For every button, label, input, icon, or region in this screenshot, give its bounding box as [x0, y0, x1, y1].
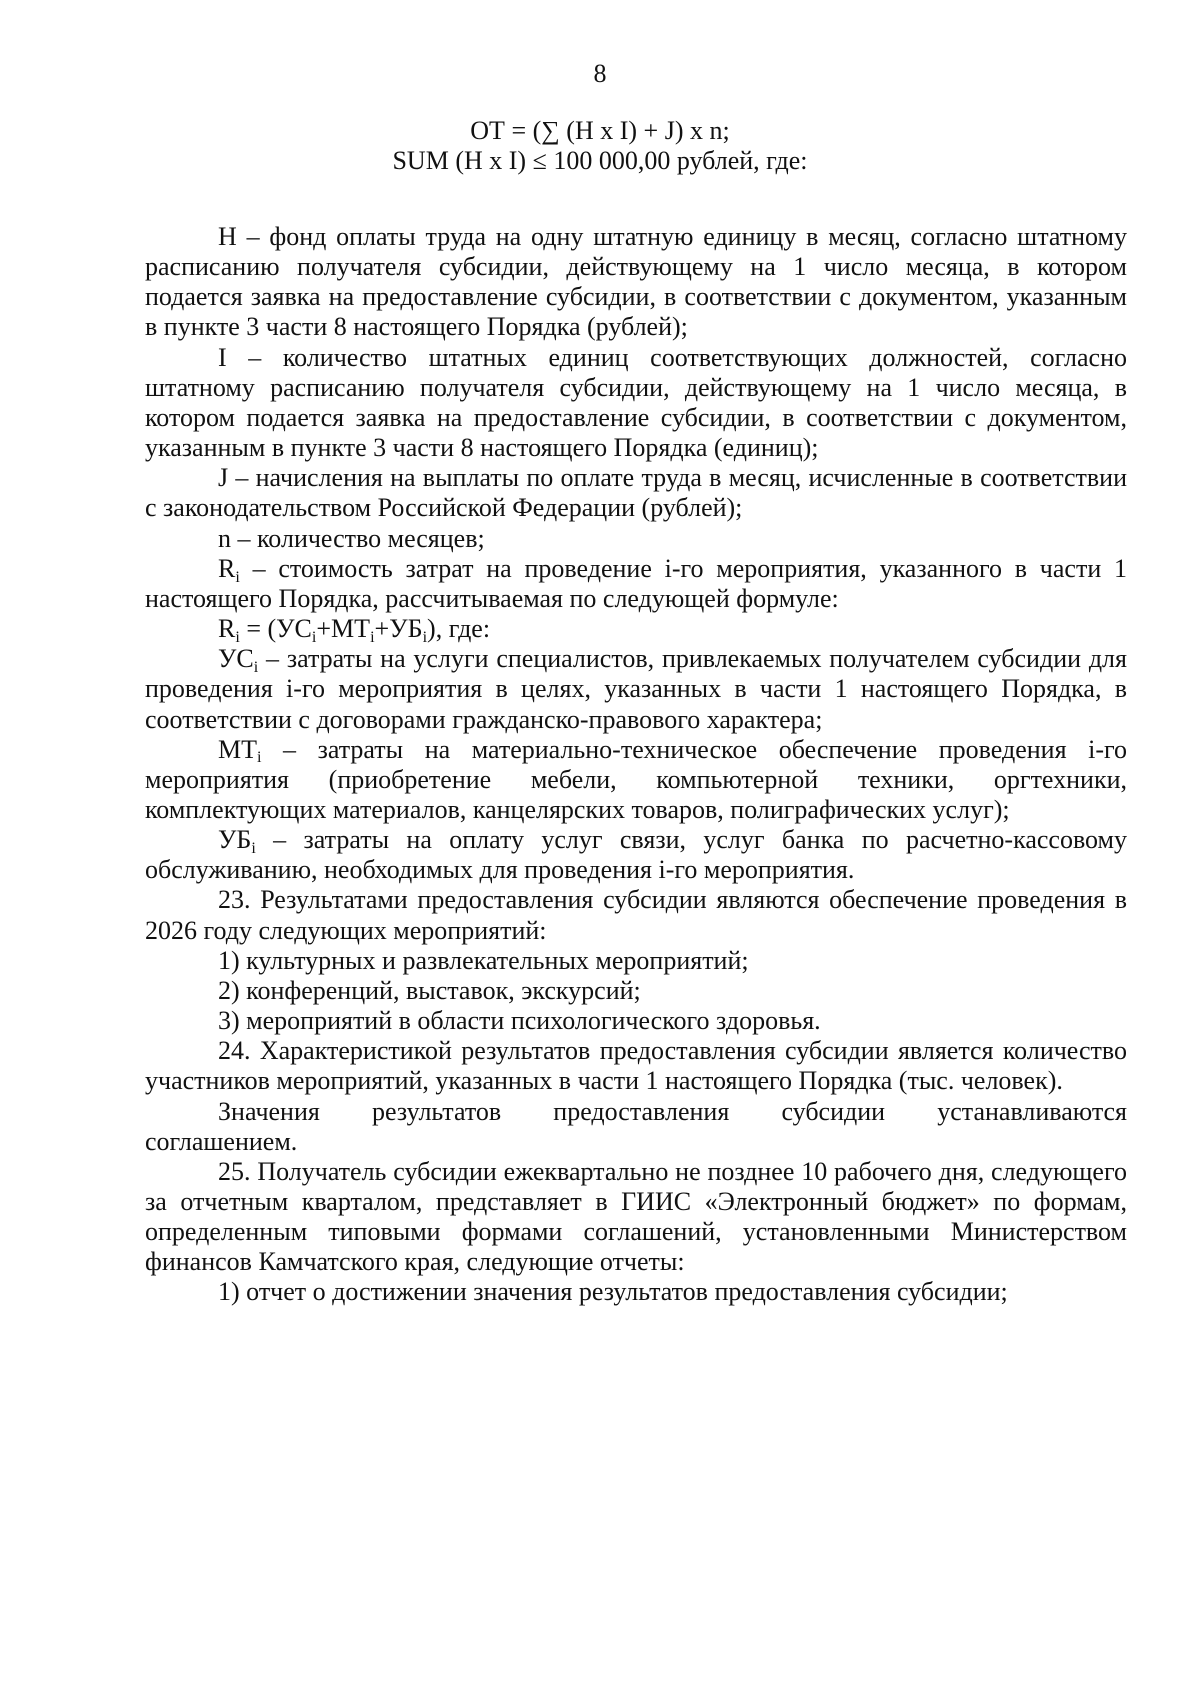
definition-n: n – количество месяцев;: [218, 523, 485, 553]
page-number: 8: [593, 59, 607, 88]
ri-mt: +МТ: [316, 614, 371, 644]
mt-symbol: МТ: [218, 734, 257, 764]
section-23-item: 2) конференций, выставок, экскурсий;: [218, 975, 641, 1005]
definition-j: J – начисления на выплаты по оплате труда в месяц, исчисленные в соответствии с законодательством Российской Федерации (рублей);: [145, 463, 1127, 523]
ub-subscript: i: [251, 839, 256, 857]
section-24: 24. Характеристикой результатов предоставления субсидии является количество участников мероприятий, указанных в части 1 настоящего Порядка (тыс. человек).: [145, 1036, 1127, 1096]
us-symbol: УС: [218, 644, 254, 674]
ri-us: = (УС: [239, 614, 312, 644]
r-description: – стоимость затрат на проведение i-го мероприятия, указанного в части 1 настоящего Порядка, рассчитываемая по следующей формуле:: [145, 553, 1127, 613]
ri-r: R: [218, 614, 236, 644]
formula-sum-limit: SUM (H х I) ≤ 100 000,00 рублей, где:: [392, 146, 808, 175]
section-23-item: 3) мероприятий в области психологического здоровья.: [218, 1006, 821, 1036]
mt-description: – затраты на материально-техническое обеспечение проведения i-го мероприятия (приобретение мебели, компьютерной техники, оргтехники, комплектующих материалов, канцелярских товаров, полиграфических услуг);: [145, 734, 1127, 824]
section-24-values: Значения результатов предоставления субсидии устанавливаются: [218, 1096, 1127, 1126]
section-23-item: 1) культурных и развлекательных мероприятий;: [218, 945, 749, 975]
definition-r: [145, 554, 1127, 614]
section-25: 25. Получатель субсидии ежеквартально не позднее 10 рабочего дня, следующего за отчетным кварталом, представляет в ГИИС «Электронный бюджет» по формам, определенным типовыми формами соглашений, установленными Министерством финансов Камчатского края, следующие отчеты:: [145, 1156, 1127, 1277]
section-25-item: 1) отчет о достижении значения результатов предоставления субсидии;: [218, 1277, 1008, 1307]
definition-h: H – фонд оплаты труда на одну штатную единицу в месяц, согласно штатному расписанию получателя субсидии, действующему на 1 число месяца, в котором подается заявка на предоставление субсидии, в соответствии с документом, указанным в пункте 3 части 8 настоящего Порядка (рублей);: [145, 222, 1127, 342]
ri-tail: ), где:: [427, 614, 491, 644]
ub-symbol: УБ: [218, 825, 252, 855]
section-24-values-cont: соглашением.: [145, 1126, 298, 1156]
definition-ub: [145, 825, 1127, 885]
section-23: 23. Результатами предоставления субсидии являются обеспечение проведения в 2026 году следующих мероприятий:: [145, 885, 1127, 945]
ub-description: – затраты на оплату услуг связи, услуг банка по расчетно-кассовому обслуживанию, необходимых для проведения i-го мероприятия.: [145, 825, 1127, 885]
formula-ot: ОТ = (∑ (H х I) + J) х n;: [470, 116, 730, 145]
ri-sub: i: [235, 628, 240, 646]
r-symbol: R: [218, 553, 236, 583]
definition-i: I – количество штатных единиц соответствующих должностей, согласно штатному расписанию получателя субсидии, действующему на 1 число месяца, в котором подается заявка на предоставление субсидии, в соответствии с документом, указанным в пункте 3 части 8 настоящего Порядка (единиц);: [145, 342, 1127, 463]
ri-mt-sub: i: [370, 628, 375, 646]
r-subscript: i: [235, 568, 240, 586]
ri-ub: +УБ: [374, 614, 423, 644]
document-body: [145, 222, 1127, 1308]
definition-mt: [145, 735, 1127, 825]
mt-subscript: i: [257, 749, 262, 767]
definition-us: [145, 644, 1127, 734]
ri-ub-sub: i: [422, 628, 428, 646]
us-description: – затраты на услуги специалистов, привлекаемых получателем субсидии для проведения i-го мероприятия в целях, указанных в части 1 настоящего Порядка, в соответствии с договорами гражданско-правового характера;: [145, 644, 1127, 734]
ri-us-sub: i: [311, 628, 317, 646]
formula-ri: [145, 614, 1127, 644]
us-subscript: i: [253, 659, 259, 677]
